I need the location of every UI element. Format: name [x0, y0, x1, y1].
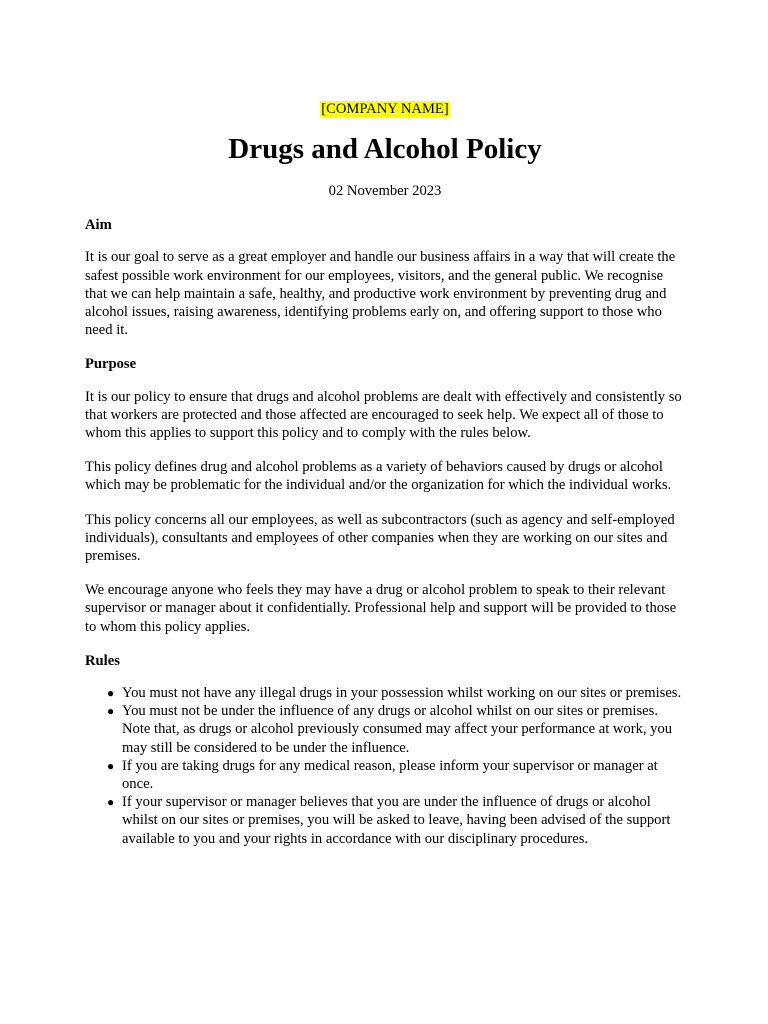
document-title: Drugs and Alcohol Policy [228, 133, 542, 165]
rules-list [85, 684, 685, 848]
rules-list-item [107, 684, 685, 702]
document-page [85, 100, 685, 848]
purpose-paragraph-3: This policy concerns all our employees, as well as subcontractors (such as agency and self-employed individuals), consultants and employees of other companies when they are working on our sites and premises. [85, 511, 675, 565]
purpose-paragraph-1: It is our policy to ensure that drugs and alcohol problems are dealt with effectively and consistently so that workers are protected and those affected are encouraged to seek help. We expect all of those to whom this applies to support this policy and to comply with the rules below. [85, 388, 682, 442]
section-heading-purpose: Purpose [85, 356, 137, 373]
company-name-placeholder: [COMPANY NAME] [321, 101, 449, 117]
bullet-icon: ● [107, 686, 115, 701]
rules-item-text: If your supervisor or manager believes that you are under the influence of drugs or alcohol whilst on our sites or premises, you will be asked to leave, having been advised of the support available to you and your rights in accordance with our disciplinary procedures. [122, 794, 671, 847]
section-heading-aim: Aim [85, 217, 112, 234]
bullet-icon: ● [107, 704, 115, 719]
document-date: 02 November 2023 [328, 183, 442, 199]
rules-item-text: You must not be under the influence of any drugs or alcohol whilst on our sites or premises. Note that, as drugs or alcohol previously consumed may affect your performance at work, you may still be considered to be under the influence. [122, 703, 673, 756]
rules-item-text: If you are taking drugs for any medical reason, please inform your supervisor or manager at once. [122, 757, 658, 793]
bullet-icon: ● [107, 795, 115, 810]
purpose-paragraph-4: We encourage anyone who feels they may have a drug or alcohol problem to speak to their relevant supervisor or manager about it confidentially. Professional help and support will be provided to those to whom this policy applies. [85, 582, 677, 635]
company-name-line [85, 100, 685, 122]
rules-list-item [107, 793, 685, 848]
rules-list-item [107, 757, 685, 793]
purpose-paragraph-2: This policy defines drug and alcohol problems as a variety of behaviors caused by drugs or alcohol which may be problematic for the individual and/or the organization for which the individual works. [85, 459, 672, 494]
rules-list-item [107, 702, 685, 757]
aim-paragraph: It is our goal to serve as a great employer and handle our business affairs in a way that will create the safest possible work environment for our employees, visitors, and the general public. We recognise that we can help maintain a safe, healthy, and productive work environment by preventing drug and alcohol issues, raising awareness, identifying problems early on, and offering support to those who need it. [85, 249, 676, 339]
bullet-icon: ● [107, 758, 115, 773]
section-heading-rules: Rules [85, 652, 120, 669]
rules-item-text: You must not have any illegal drugs in your possession whilst working on our sites or premises. [122, 685, 682, 702]
